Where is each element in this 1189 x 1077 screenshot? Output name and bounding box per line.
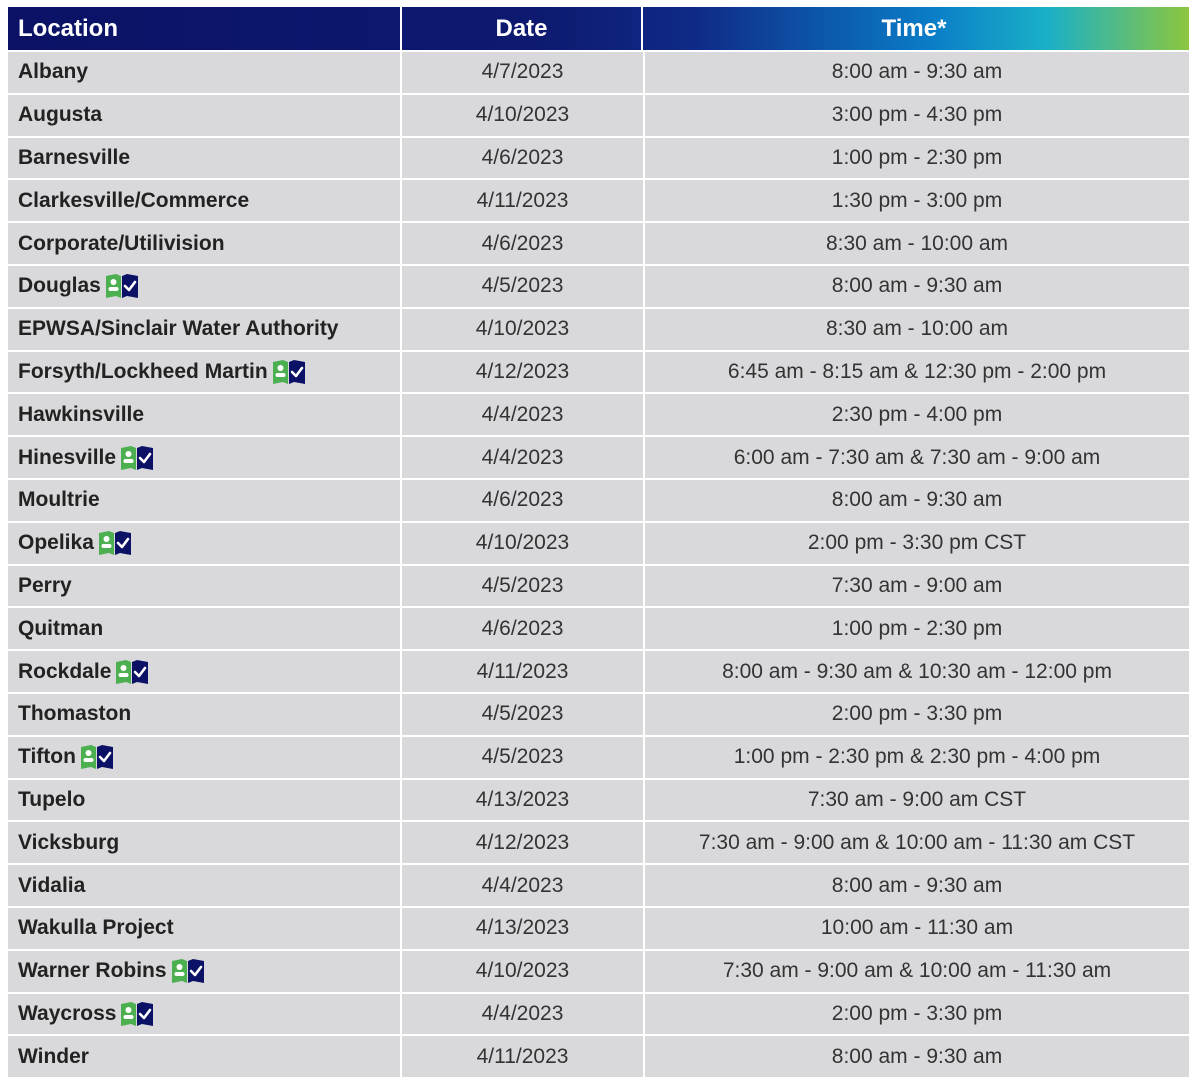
table-body xyxy=(8,52,1189,1077)
time-cell: 7:30 am - 9:00 am & 10:00 am - 11:30 am xyxy=(645,951,1189,992)
location-cell xyxy=(8,309,400,350)
time-cell: 7:30 am - 9:00 am & 10:00 am - 11:30 am CST xyxy=(645,822,1189,863)
time-cell: 7:30 am - 9:00 am xyxy=(645,566,1189,607)
table-row xyxy=(8,608,1189,649)
table-row xyxy=(8,394,1189,435)
location-cell xyxy=(8,780,400,821)
location-label: Barnesville xyxy=(18,145,131,169)
time-cell: 1:00 pm - 2:30 pm xyxy=(645,608,1189,649)
location-cell xyxy=(8,266,400,307)
time-cell: 1:00 pm - 2:30 pm xyxy=(645,138,1189,179)
table-row xyxy=(8,865,1189,906)
time-cell: 8:30 am - 10:00 am xyxy=(645,309,1189,350)
date-cell: 4/11/2023 xyxy=(402,180,643,221)
time-cell: 10:00 am - 11:30 am xyxy=(645,908,1189,949)
table-row xyxy=(8,908,1189,949)
date-cell: 4/10/2023 xyxy=(402,523,643,564)
location-label: Wakulla Project xyxy=(18,916,174,940)
location-label: Tifton xyxy=(18,745,76,769)
time-cell: 6:00 am - 7:30 am & 7:30 am - 9:00 am xyxy=(645,437,1189,478)
date-cell: 4/10/2023 xyxy=(402,951,643,992)
table-row xyxy=(8,138,1189,179)
location-cell xyxy=(8,480,400,521)
location-cell xyxy=(8,865,400,906)
location-label: Vicksburg xyxy=(18,830,120,854)
time-cell: 6:45 am - 8:15 am & 12:30 pm - 2:00 pm xyxy=(645,352,1189,393)
table-row xyxy=(8,180,1189,221)
date-cell: 4/5/2023 xyxy=(402,566,643,607)
location-label: Hinesville xyxy=(18,445,117,469)
time-cell: 8:30 am - 10:00 am xyxy=(645,223,1189,264)
location-cell xyxy=(8,994,400,1035)
person-check-map-icon xyxy=(98,531,132,555)
date-cell: 4/12/2023 xyxy=(402,352,643,393)
date-cell: 4/6/2023 xyxy=(402,480,643,521)
time-cell: 3:00 pm - 4:30 pm xyxy=(645,95,1189,136)
location-cell xyxy=(8,737,400,778)
location-label: Perry xyxy=(18,573,72,597)
location-cell xyxy=(8,608,400,649)
person-check-map-icon xyxy=(115,660,149,684)
location-label: Forsyth/Lockheed Martin xyxy=(18,359,268,383)
time-cell: 7:30 am - 9:00 am CST xyxy=(645,780,1189,821)
person-check-map-icon xyxy=(272,360,306,384)
date-cell: 4/12/2023 xyxy=(402,822,643,863)
time-cell: 2:00 pm - 3:30 pm xyxy=(645,694,1189,735)
header-time: Time* xyxy=(641,7,1185,50)
location-label: Vidalia xyxy=(18,873,86,897)
location-label: Hawkinsville xyxy=(18,402,145,426)
location-label: Opelika xyxy=(18,531,94,555)
location-cell xyxy=(8,1036,400,1077)
location-cell xyxy=(8,180,400,221)
location-label: Douglas xyxy=(18,274,101,298)
location-label: Augusta xyxy=(18,103,102,127)
date-cell: 4/7/2023 xyxy=(402,52,643,93)
location-label: Winder xyxy=(18,1044,89,1068)
person-check-map-icon xyxy=(171,959,205,983)
person-check-map-icon xyxy=(80,745,114,769)
date-cell: 4/13/2023 xyxy=(402,908,643,949)
location-cell xyxy=(8,223,400,264)
date-cell: 4/6/2023 xyxy=(402,138,643,179)
location-label: Waycross xyxy=(18,1001,117,1025)
location-cell xyxy=(8,951,400,992)
time-cell: 8:00 am - 9:30 am xyxy=(645,52,1189,93)
date-cell: 4/10/2023 xyxy=(402,95,643,136)
location-cell xyxy=(8,822,400,863)
location-label: Warner Robins xyxy=(18,959,167,983)
location-label: Tupelo xyxy=(18,787,86,811)
location-cell xyxy=(8,52,400,93)
location-cell xyxy=(8,437,400,478)
table-row xyxy=(8,780,1189,821)
time-cell: 1:00 pm - 2:30 pm & 2:30 pm - 4:00 pm xyxy=(645,737,1189,778)
location-cell xyxy=(8,908,400,949)
time-cell: 2:30 pm - 4:00 pm xyxy=(645,394,1189,435)
time-cell: 1:30 pm - 3:00 pm xyxy=(645,180,1189,221)
location-cell xyxy=(8,694,400,735)
time-cell: 8:00 am - 9:30 am xyxy=(645,480,1189,521)
location-label: Thomaston xyxy=(18,702,132,726)
person-check-map-icon xyxy=(120,1002,154,1026)
table-row xyxy=(8,266,1189,307)
date-cell: 4/5/2023 xyxy=(402,694,643,735)
table-row xyxy=(8,95,1189,136)
date-cell: 4/5/2023 xyxy=(402,266,643,307)
person-check-map-icon xyxy=(105,274,139,298)
time-cell: 8:00 am - 9:30 am xyxy=(645,1036,1189,1077)
date-cell: 4/6/2023 xyxy=(402,223,643,264)
table-row xyxy=(8,480,1189,521)
schedule-table xyxy=(8,7,1189,1077)
date-cell: 4/4/2023 xyxy=(402,394,643,435)
date-cell: 4/5/2023 xyxy=(402,737,643,778)
date-cell: 4/13/2023 xyxy=(402,780,643,821)
header-date: Date xyxy=(400,7,641,50)
date-cell: 4/11/2023 xyxy=(402,1036,643,1077)
location-label: EPWSA/Sinclair Water Authority xyxy=(18,317,339,341)
location-label: Quitman xyxy=(18,616,104,640)
location-label: Corporate/Utilivision xyxy=(18,231,225,255)
location-cell xyxy=(8,138,400,179)
location-label: Albany xyxy=(18,60,89,84)
table-row xyxy=(8,52,1189,93)
table-row xyxy=(8,223,1189,264)
location-cell xyxy=(8,394,400,435)
time-cell: 8:00 am - 9:30 am & 10:30 am - 12:00 pm xyxy=(645,651,1189,692)
date-cell: 4/10/2023 xyxy=(402,309,643,350)
table-row xyxy=(8,737,1189,778)
person-check-map-icon xyxy=(120,446,154,470)
location-label: Moultrie xyxy=(18,488,100,512)
table-header xyxy=(8,7,1189,50)
table-row xyxy=(8,822,1189,863)
time-cell: 8:00 am - 9:30 am xyxy=(645,865,1189,906)
date-cell: 4/4/2023 xyxy=(402,994,643,1035)
table-row xyxy=(8,352,1189,393)
time-cell: 8:00 am - 9:30 am xyxy=(645,266,1189,307)
location-label: Clarkesville/Commerce xyxy=(18,188,250,212)
table-row xyxy=(8,566,1189,607)
date-cell: 4/4/2023 xyxy=(402,437,643,478)
time-cell: 2:00 pm - 3:30 pm xyxy=(645,994,1189,1035)
table-row xyxy=(8,951,1189,992)
table-row xyxy=(8,523,1189,564)
table-row xyxy=(8,1036,1189,1077)
date-cell: 4/6/2023 xyxy=(402,608,643,649)
date-cell: 4/4/2023 xyxy=(402,865,643,906)
table-row xyxy=(8,994,1189,1035)
table-row xyxy=(8,437,1189,478)
header-location: Location xyxy=(18,14,118,42)
time-cell: 2:00 pm - 3:30 pm CST xyxy=(645,523,1189,564)
table-row xyxy=(8,651,1189,692)
date-cell: 4/11/2023 xyxy=(402,651,643,692)
table-row xyxy=(8,694,1189,735)
table-row xyxy=(8,309,1189,350)
location-cell xyxy=(8,566,400,607)
location-cell xyxy=(8,95,400,136)
location-label: Rockdale xyxy=(18,659,112,683)
location-cell xyxy=(8,651,400,692)
location-cell xyxy=(8,523,400,564)
location-cell xyxy=(8,352,400,393)
